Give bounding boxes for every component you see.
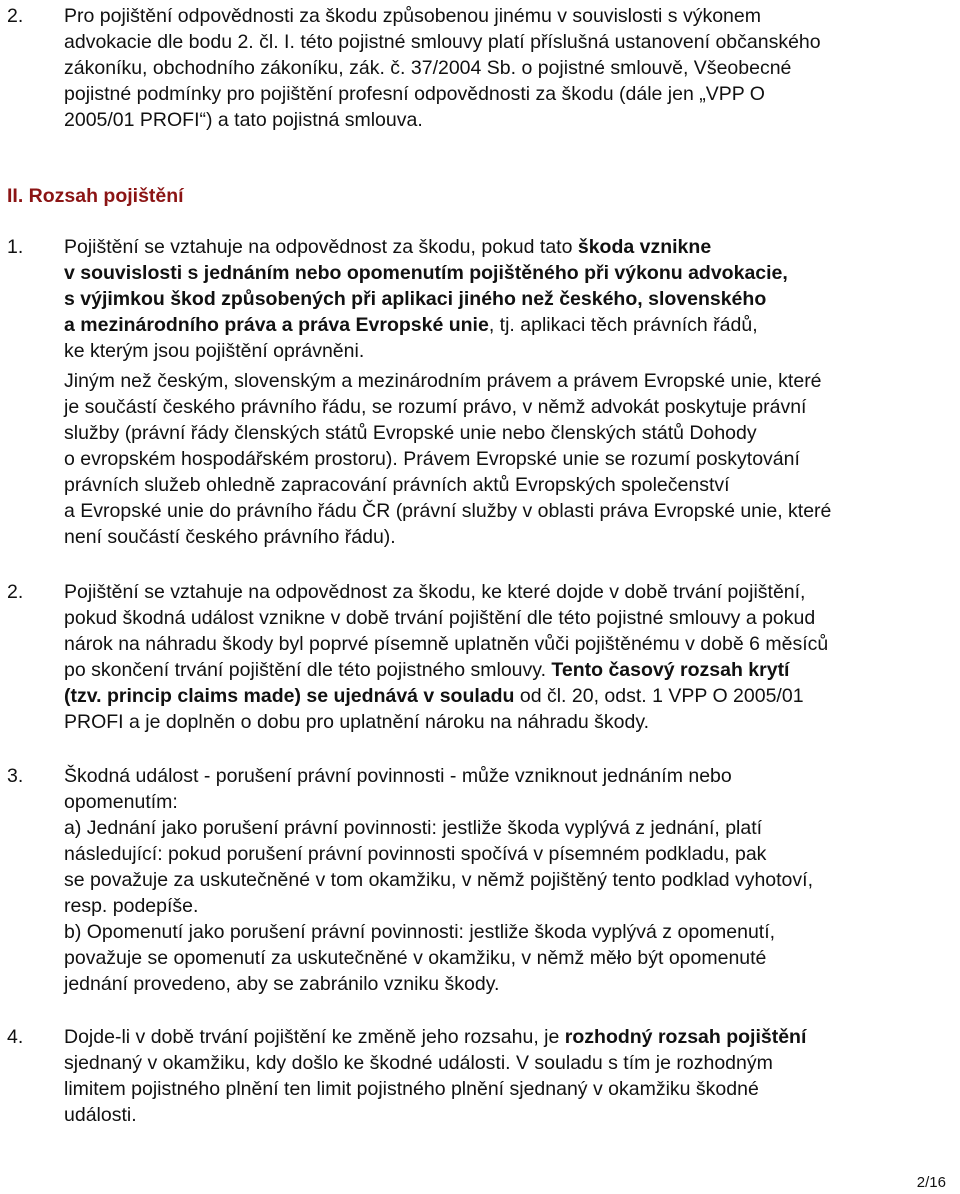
item-1-para-line-6: a Evropské unie do právního řádu ČR (právní služby v oblasti práva Evropské unie, které: [64, 500, 832, 522]
item-4-line-4: události.: [64, 1104, 137, 1126]
item-1-text: Pojištění se vztahuje na odpovědnost za škodu, pokud tato: [64, 236, 578, 258]
item-4-number: 4.: [7, 1026, 24, 1048]
item-1-text-2: , tj. aplikaci těch právních řádů,: [488, 314, 758, 336]
clause-2-line-1: Pro pojištění odpovědnosti za škodu způsobenou jinému v souvislosti s výkonem: [64, 5, 761, 27]
item-2-bold: Tento časový rozsah krytí: [551, 659, 790, 681]
item-3-line-7: b) Opomenutí jako porušení právní povinnosti: jestliže škoda vyplývá z opomenutí,: [64, 921, 776, 943]
clause-2-line-5: 2005/01 PROFI“) a tato pojistná smlouva.: [64, 109, 423, 131]
item-2-line-6: PROFI a je doplněn o dobu pro uplatnění nároku na náhradu škody.: [64, 711, 650, 733]
item-3-number: 3.: [7, 765, 24, 787]
item-3-line-6: resp. podepíše.: [64, 895, 199, 917]
item-2-line-2: pokud škodná událost vznikne v době trvání pojištění dle této pojistné smlouvy a pokud: [64, 607, 816, 629]
item-1-para-line-2: je součástí českého právního řádu, se rozumí právo, v němž advokát poskytuje právní: [64, 396, 807, 418]
clause-2-number: 2.: [7, 5, 24, 27]
item-1-bold-2: a mezinárodního práva a práva Evropské unie: [64, 314, 489, 336]
item-3-line-3: a) Jednání jako porušení právní povinnosti: jestliže škoda vyplývá z jednání, platí: [64, 817, 763, 839]
item-2-number: 2.: [7, 581, 24, 603]
item-1-line-1: [64, 234, 711, 260]
item-2-line-1: Pojištění se vztahuje na odpovědnost za škodu, ke které dojde v době trvání pojištění,: [64, 581, 806, 603]
item-1-para-line-7: není součástí českého právního řádu).: [64, 526, 396, 548]
item-1-para-line-5: právních služeb ohledně zapracování právních aktů Evropských společenství: [64, 474, 730, 496]
item-1-line-2: v souvislosti s jednáním nebo opomenutím pojištěného při výkonu advokacie,: [64, 262, 788, 284]
item-4-line-2: sjednaný v okamžiku, kdy došlo ke škodné události. V souladu s tím je rozhodným: [64, 1052, 773, 1074]
item-4-text: Dojde-li v době trvání pojištění ke změně jeho rozsahu, je: [64, 1026, 565, 1048]
item-1-line-5: ke kterým jsou pojištění oprávněni.: [64, 340, 365, 362]
item-2-line-4: [64, 657, 789, 683]
item-2-bold-2: (tzv. princip claims made) se ujednává v souladu: [64, 685, 515, 707]
item-3-line-8: považuje se opomenutí za uskutečněné v okamžiku, v němž měło být opomenuté: [64, 947, 767, 969]
item-1-line-3: s výjimkou škod způsobených při aplikaci jiného než českého, slovenského: [64, 288, 767, 310]
clause-2-line-3: zákoníku, obchodního zákoníku, zák. č. 37/2004 Sb. o pojistné smlouvě, Všeobecné: [64, 57, 792, 79]
item-3-line-5: se považuje za uskutečněné v tom okamžiku, v němž pojištěný tento podklad vyhotoví,: [64, 869, 813, 891]
item-3-line-9: jednání provedeno, aby se zabránilo vzniku škody.: [64, 973, 500, 995]
item-3-line-2: opomenutím:: [64, 791, 178, 813]
item-4-line-3: limitem pojistného plnění ten limit pojistného plnění sjednaný v okamžiku škodné: [64, 1078, 759, 1100]
item-1-line-4: [64, 312, 758, 338]
item-1-number: 1.: [7, 236, 24, 258]
page-number: 2/16: [916, 1174, 946, 1191]
item-3-line-4: následující: pokud porušení právní povinnosti spočívá v písemném podkladu, pak: [64, 843, 767, 865]
item-1-bold: škoda vznikne: [577, 236, 712, 258]
item-1-para-line-1: Jiným než českým, slovenským a mezinárodním právem a právem Evropské unie, které: [64, 370, 822, 392]
item-4-bold: rozhodný rozsah pojištění: [564, 1026, 807, 1048]
item-1-para-line-4: o evropském hospodářském prostoru). Právem Evropské unie se rozumí poskytování: [64, 448, 800, 470]
section-heading: II. Rozsah pojištění: [7, 185, 184, 207]
item-2-text-2: od čl. 20, odst. 1 VPP O 2005/01: [514, 685, 804, 707]
item-4-line-1: [64, 1024, 806, 1050]
item-2-line-5: [64, 683, 804, 709]
clause-2-line-4: pojistné podmínky pro pojištění profesní odpovědnosti za škodu (dále jen „VPP O: [64, 83, 765, 105]
item-2-text: po skončení trvání pojištění dle této pojistného smlouvy.: [64, 659, 552, 681]
clause-2-line-2: advokacie dle bodu 2. čl. I. této pojistné smlouvy platí příslušná ustanovení občanského: [64, 31, 821, 53]
item-1-para-line-3: služby (právní řády členských států Evropské unie nebo členských států Dohody: [64, 422, 757, 444]
item-3-line-1: Škodná událost - porušení právní povinnosti - může vzniknout jednáním nebo: [64, 765, 732, 787]
item-2-line-3: nárok na náhradu škody byl poprvé písemně uplatněn vůči pojištěnému v době 6 měsíců: [64, 633, 829, 655]
